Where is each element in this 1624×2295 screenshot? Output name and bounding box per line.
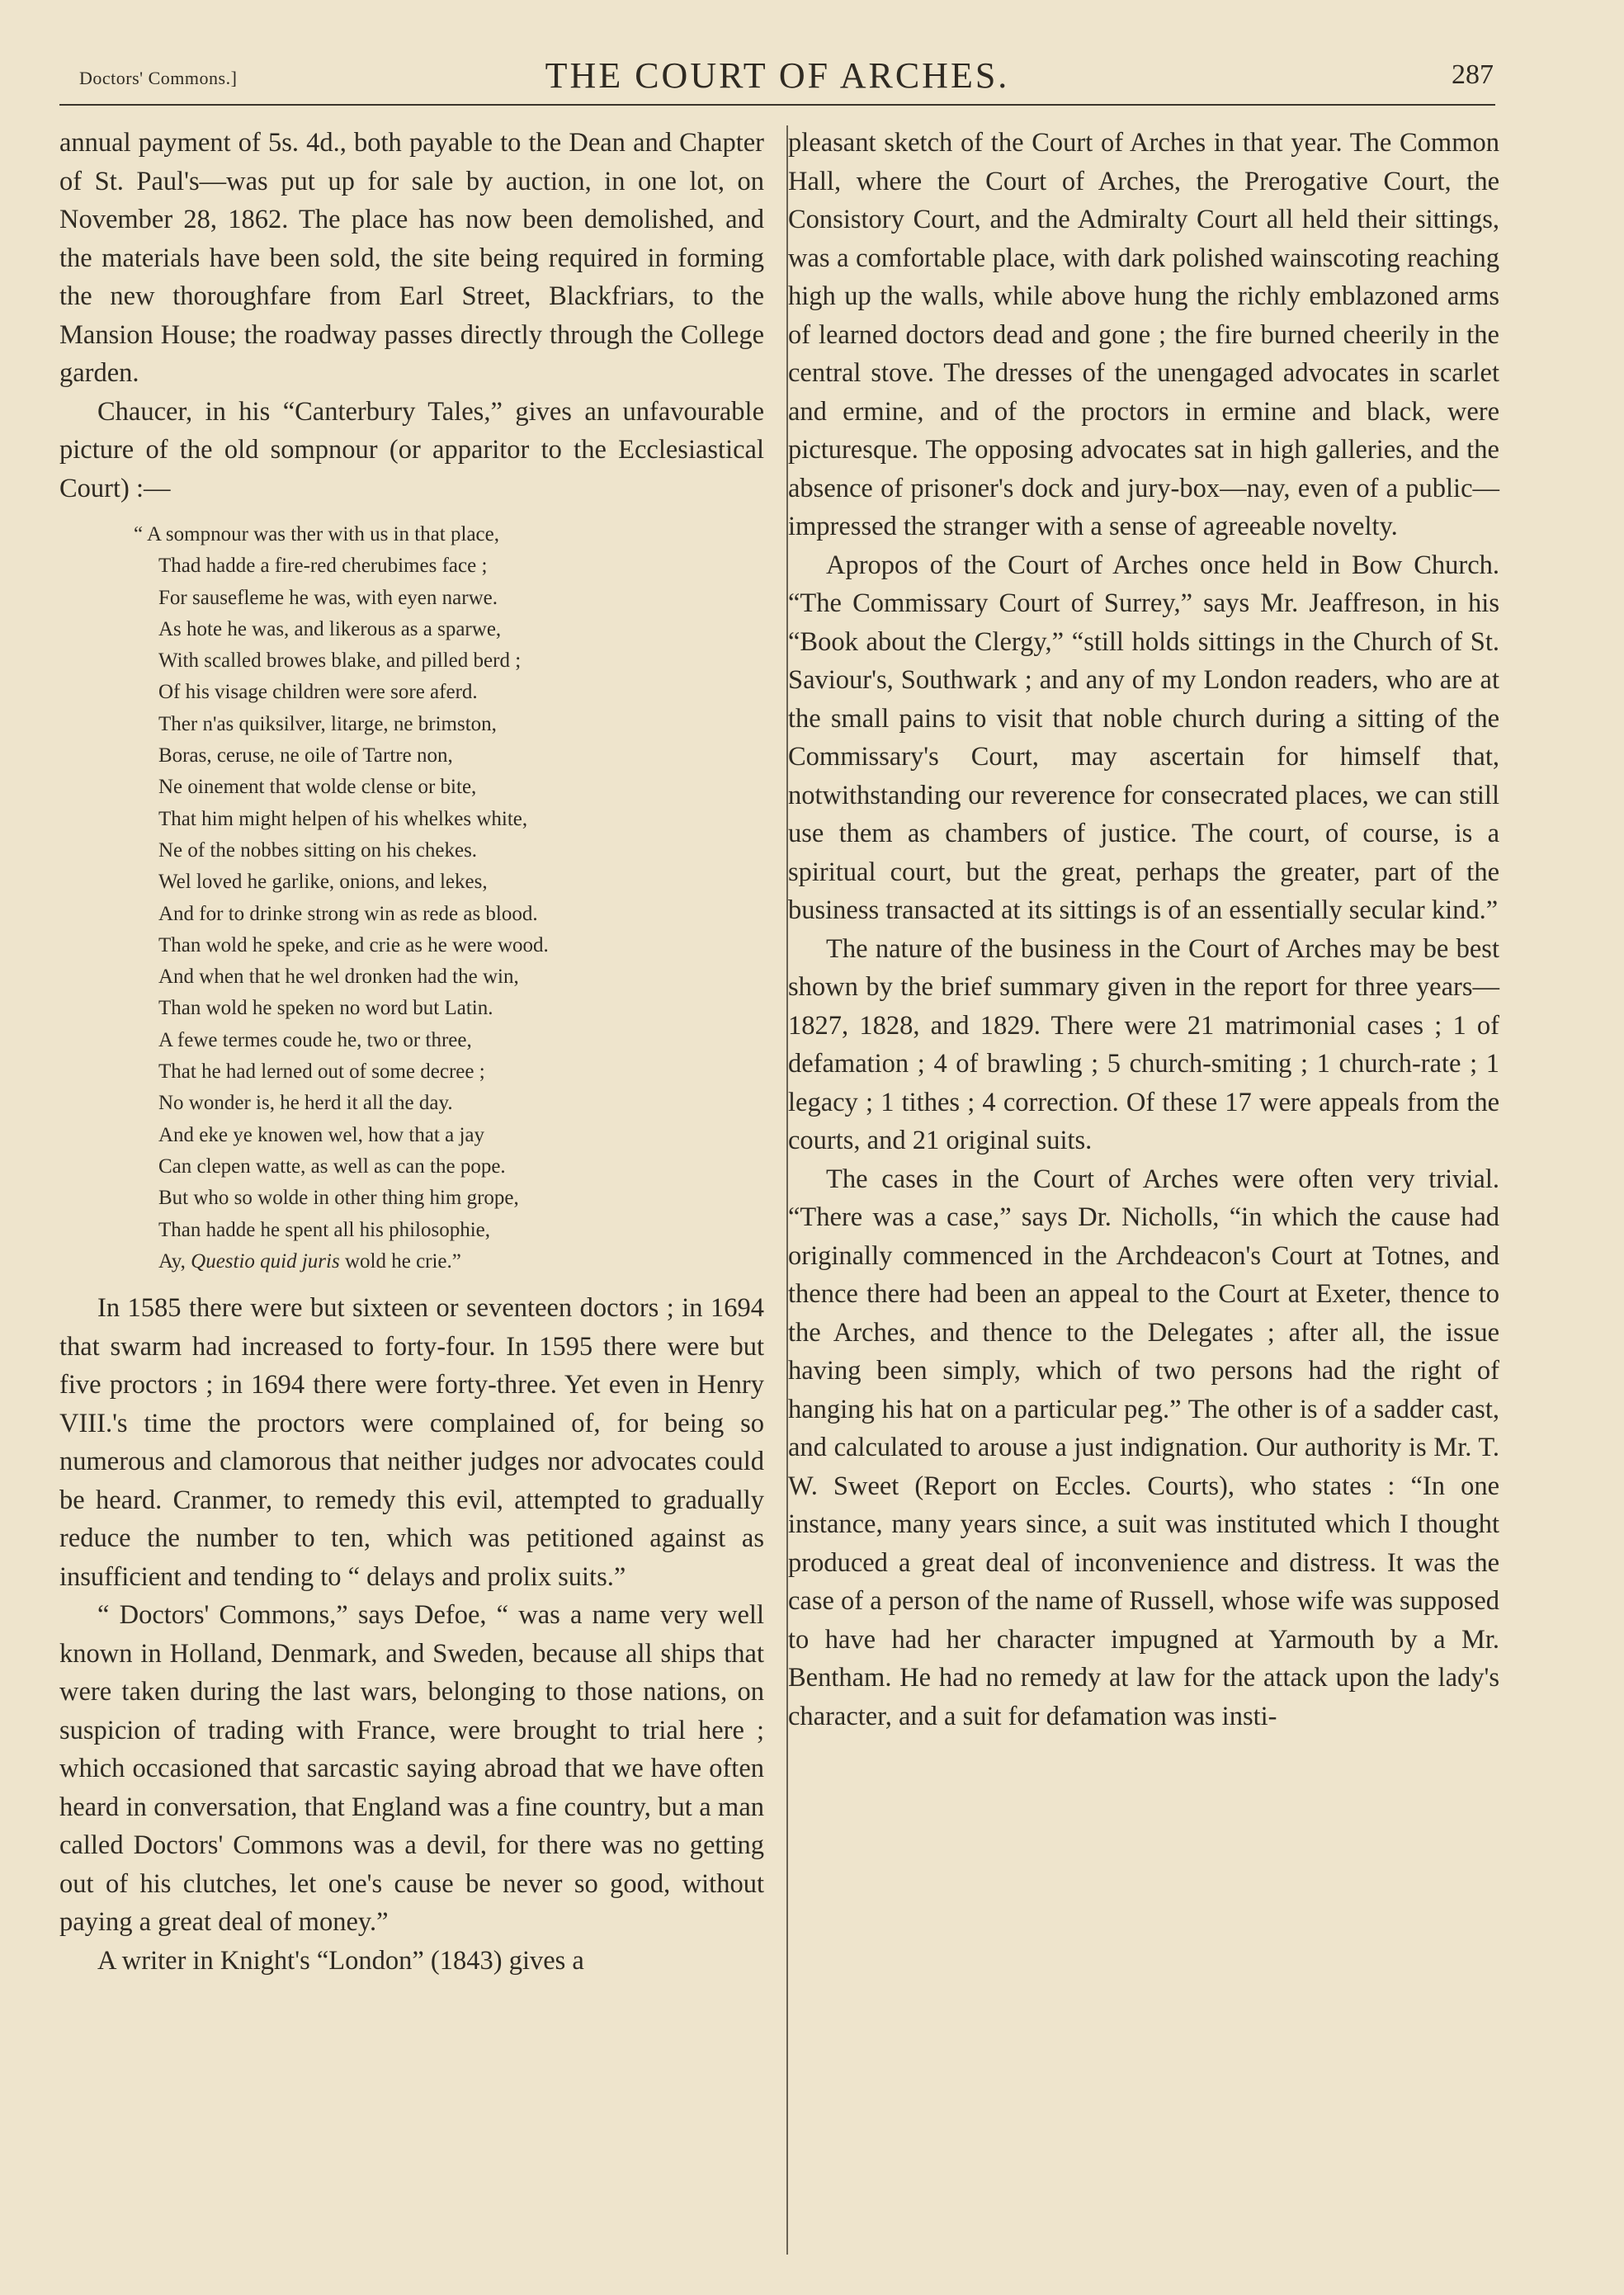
verse-line: And for to drinke strong win as rede as blood. xyxy=(158,902,538,925)
verse-line: Than wold he speken no word but Latin. xyxy=(158,997,493,1020)
verse-line: No wonder is, he herd it all the day. xyxy=(158,1092,453,1115)
paragraph: The cases in the Court of Arches were often very trivial. “There was a case,” says Dr. Nicholls, “in which the cause had originally commenced in the Archdeacon's Court at Totnes, and thence there had been an appeal to the Court at Exeter, thence to the Arches, and thence to the Delegates ; after all, the issue having been simply, which of two persons had the right of hanging his hat on a particular peg.” The other is of a sadder cast, and calculated to arouse a just indignation. Our authority is Mr. T. W. Sweet (Report on Eccles. Courts), who states : “In one instance, many years since, a suit was instituted which I thought produced a great deal of inconvenience and distress. It was the case of a person of the name of Russell, whose wife was supposed to have had her character impugned at Yarmouth by a Mr. Bentham. He had no remedy at law for the attack upon the lady's character, and a suit for defamation was insti- xyxy=(788,1164,1499,1731)
verse-line: Ne oinement that wolde clense or bite, xyxy=(158,776,477,799)
verse-line: “ A sompnour was ther with us in that place, xyxy=(134,523,499,545)
verse-line: Than hadde he spent all his philosophie, xyxy=(158,1218,491,1241)
verse-fragment: Ay, xyxy=(158,1249,191,1273)
paragraph: The nature of the business in the Court of Arches may be best shown by the brief summary given in the report for three years—1827, 1828, and 1829. There were 21 matrimonial cases ; 1 of defamation ; 4 of brawling ; 5 church-smiting ; 1 church-rate ; 1 legacy ; 1 tithes ; 4 correction. Of these 17 were appeals from the courts, and 21 original suits. xyxy=(788,933,1499,1155)
verse-line: As hote he was, and likerous as a sparwe, xyxy=(158,617,502,640)
verse-line: Thad hadde a fire-red cherubimes face ; xyxy=(158,555,488,578)
verse-line: That he had lerned out of some decree ; xyxy=(158,1060,485,1084)
right-column xyxy=(788,124,1499,1735)
verse-line: Than wold he speke, and crie as he were wood. xyxy=(158,933,549,956)
paragraph: A writer in Knight's “London” (1843) gives a xyxy=(97,1945,584,1976)
verse-line: That him might helpen of his whelkes white, xyxy=(158,807,528,830)
left-column xyxy=(59,124,764,1980)
paragraph: Apropos of the Court of Arches once held in Bow Church. “The Commissary Court of Surrey,” says Mr. Jeaffreson, in his “Book about the Clergy,” “still holds sittings in the Church of St. Saviour's, Southwark ; and any of my London readers, who are at the small pains to visit that noble church during a sitting of the Commissary's Court, may ascertain for himself that, notwithstanding our reverence for consecrated places, we can still use them as chambers of justice. The court, of course, is a spiritual court, but the great, perhaps the greater, part of the business transacted at its sittings is of an essentially secular kind.” xyxy=(788,550,1499,925)
paragraph: annual payment of 5s. 4d., both payable to the Dean and Chapter of St. Paul's—was put up for sale by auction, in one lot, on November 28, 1862. The place has now been demolished, and the materials have been sold, the site being required in forming the new thoroughfare from Earl Street, Blackfriars, to the Mansion House; the roadway passes directly through the College garden. xyxy=(59,128,764,388)
page-number: 287 xyxy=(1452,59,1494,90)
verse-line: But who so wolde in other thing him grope, xyxy=(158,1187,519,1210)
verse-line: Wel loved he garlike, onions, and lekes, xyxy=(158,871,488,894)
verse-fragment: wold he crie.” xyxy=(339,1249,461,1273)
running-head xyxy=(59,51,1495,104)
paragraph: In 1585 there were but sixteen or seventeen doctors ; in 1694 that swarm had increased to forty-four. In 1595 there were but five proctors ; in 1694 there were forty-three. Yet even in Henry VIII.'s time the proctors were complained of, for being so numerous and clamorous that neither judges nor advocates could be heard. Cranmer, to remedy this evil, attempted to gradually reduce the number to ten, which was petitioned against as insufficient and tending to “ delays and prolix suits.” xyxy=(59,1293,764,1592)
verse-line: And when that he wel dronken had the win, xyxy=(158,966,519,989)
verse-line: Can clepen watte, as well as can the pope. xyxy=(158,1155,506,1178)
chaucer-verse xyxy=(134,519,764,1277)
page-title: THE COURT OF ARCHES. xyxy=(545,55,1010,96)
paragraph: pleasant sketch of the Court of Arches in that year. The Common Hall, where the Court of Arches, the Prerogative Court, the Consistory Court, and the Admiralty Court all held their sittings, was a comfortable place, with dark polished wainscoting reaching high up the walls, while above hung the richly emblazoned arms of learned doctors dead and gone ; the fire burned cheerily in the central stove. The dresses of the unengaged advocates in scarlet and ermine, and of the proctors in ermine and black, were picturesque. The opposing advocates sat in high galleries, and the absence of prisoner's dock and jury-box—nay, even of a public—impressed the stranger with a sense of agreeable novelty. xyxy=(788,128,1499,541)
verse-line: With scalled browes blake, and pilled berd ; xyxy=(158,649,522,673)
verse-line: For sausefleme he was, with eyen narwe. xyxy=(158,586,498,609)
verse-line: Ne of the nobbes sitting on his chekes. xyxy=(158,838,478,862)
verse-line: Boras, ceruse, ne oile of Tartre non, xyxy=(158,744,453,767)
header-rule xyxy=(59,104,1495,106)
verse-line: A fewe termes coude he, two or three, xyxy=(158,1028,472,1051)
paragraph: Chaucer, in his “Canterbury Tales,” gives an unfavourable picture of the old sompnour (or apparitor to the Ecclesiastical Court) :— xyxy=(59,396,764,503)
paragraph: “ Doctors' Commons,” says Defoe, “ was a name very well known in Holland, Denmark, and Sweden, because all ships that were taken during the last wars, belonging to those nations, on suspicion of trading with France, were brought to trial here ; which occasioned that sarcastic saying abroad that we have often heard in conversation, that England was a fine country, but a man called Doctors' Commons was a devil, for there was no getting out of his clutches, let one's cause be never so good, without paying a great deal of money.” xyxy=(59,1600,764,1938)
latin-phrase: Questio quid juris xyxy=(191,1249,340,1273)
running-head-section: Doctors' Commons.] xyxy=(79,68,238,88)
verse-line: Of his visage children were sore aferd. xyxy=(158,681,478,704)
verse-line: And eke ye knowen wel, how that a jay xyxy=(158,1123,485,1146)
verse-line: Ther n'as quiksilver, litarge, ne brimston, xyxy=(158,712,497,735)
verse-line-last xyxy=(158,1246,764,1277)
